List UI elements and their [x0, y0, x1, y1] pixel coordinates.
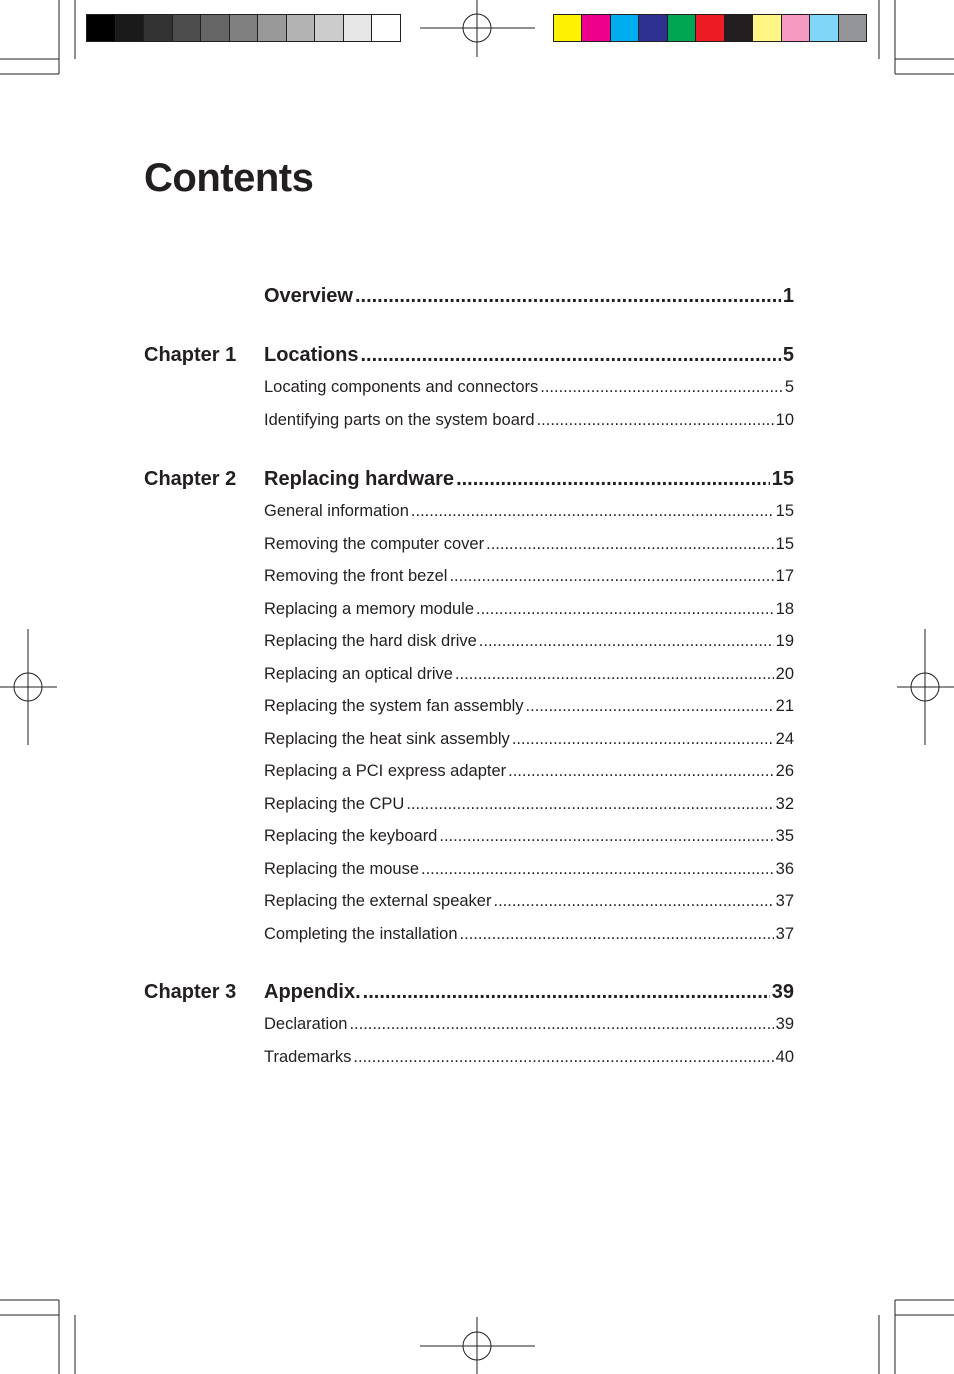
entry-title: Replacing the CPU	[264, 794, 405, 813]
entry-title: Replacing a PCI express adapter	[264, 762, 507, 780]
toc-entry-section[interactable]	[144, 730, 794, 749]
dot-leader	[526, 697, 774, 716]
color-swatch	[753, 15, 781, 41]
entry-title: Removing the computer cover	[264, 534, 485, 553]
dot-leader	[456, 468, 770, 491]
color-swatch	[725, 15, 753, 41]
page-number: 40	[775, 1047, 794, 1066]
color-swatch	[810, 15, 838, 41]
toc-entry-section[interactable]	[144, 502, 794, 521]
toc-entry-section[interactable]	[144, 378, 794, 397]
color-swatch	[372, 15, 400, 41]
page-number: 10	[775, 410, 794, 429]
process-color-bar	[553, 14, 867, 42]
entry-title: Trademarks	[264, 1047, 352, 1066]
dot-leader	[411, 502, 774, 521]
dot-leader	[355, 285, 781, 308]
page-number: 39	[775, 1015, 794, 1033]
page-number: 36	[775, 859, 794, 878]
dot-leader	[360, 344, 780, 367]
toc-entry-section[interactable]	[144, 795, 794, 814]
toc-entry-chapter[interactable]	[144, 344, 794, 367]
toc-entry-section[interactable]	[144, 665, 794, 684]
color-swatch	[582, 15, 610, 41]
page-number: 17	[775, 567, 794, 585]
entry-title: Locations	[264, 344, 359, 366]
color-swatch	[611, 15, 639, 41]
page-number: 37	[775, 892, 794, 910]
page-number: 35	[775, 827, 794, 845]
toc-entry-section[interactable]	[144, 860, 794, 879]
color-swatch	[258, 15, 287, 41]
entry-title: General information	[264, 502, 409, 520]
page-number: 15	[775, 534, 794, 553]
toc-entry-chapter[interactable]	[144, 468, 794, 491]
page-number: 21	[775, 697, 794, 715]
entry-title: Declaration	[264, 1015, 348, 1033]
color-swatch	[116, 15, 145, 41]
dot-leader	[540, 378, 783, 397]
dot-leader	[479, 632, 774, 651]
toc-entry-section[interactable]	[144, 535, 794, 554]
color-swatch	[668, 15, 696, 41]
page-number: 37	[775, 924, 794, 943]
grayscale-color-bar	[86, 14, 401, 42]
dot-leader	[363, 981, 770, 1004]
entry-title: Replacing a memory module	[264, 599, 475, 618]
color-swatch	[344, 15, 373, 41]
entry-title: Appendix.	[264, 981, 361, 1003]
color-swatch	[315, 15, 344, 41]
page-number: 39	[771, 981, 794, 1003]
page-number: 32	[775, 794, 794, 813]
registration-mark	[897, 629, 954, 745]
toc-entry-section[interactable]	[144, 600, 794, 619]
color-swatch	[173, 15, 202, 41]
toc-entry-section[interactable]	[144, 567, 794, 586]
toc-entry-overview[interactable]	[144, 285, 794, 308]
color-swatch	[782, 15, 810, 41]
dot-leader	[476, 600, 774, 619]
page-number: 5	[782, 344, 794, 366]
entry-title: Replacing the system fan assembly	[264, 697, 524, 715]
page-title: Contents	[144, 156, 314, 200]
entry-title: Replacing the mouse	[264, 859, 420, 878]
dot-leader	[353, 1048, 773, 1067]
page-number: 20	[775, 664, 794, 683]
registration-mark	[0, 629, 57, 745]
toc-entry-section[interactable]	[144, 697, 794, 716]
toc-entry-section[interactable]	[144, 925, 794, 944]
entry-title: Replacing hardware	[264, 468, 455, 490]
toc-entry-section[interactable]	[144, 632, 794, 651]
color-swatch	[201, 15, 230, 41]
color-swatch	[87, 15, 116, 41]
chapter-label: Chapter 2	[144, 468, 237, 490]
page-number: 19	[775, 632, 794, 650]
entry-title: Replacing the external speaker	[264, 892, 492, 910]
page-number: 26	[775, 762, 794, 780]
dot-leader	[460, 925, 774, 944]
color-swatch	[696, 15, 724, 41]
color-swatch	[839, 15, 866, 41]
color-swatch	[230, 15, 259, 41]
page-number: 5	[784, 378, 794, 396]
page-number: 24	[775, 729, 794, 748]
dot-leader	[493, 892, 773, 911]
dot-leader	[406, 795, 773, 814]
entry-title: Overview	[264, 285, 353, 307]
entry-title: Identifying parts on the system board	[264, 410, 535, 429]
entry-title: Replacing the hard disk drive	[264, 632, 477, 650]
dot-leader	[449, 567, 773, 586]
toc-entry-section[interactable]	[144, 1048, 794, 1067]
entry-title: Replacing the keyboard	[264, 827, 438, 845]
dot-leader	[537, 411, 774, 430]
color-swatch	[287, 15, 316, 41]
page-number: 15	[775, 502, 794, 520]
dot-leader	[421, 860, 774, 879]
entry-title: Replacing the heat sink assembly	[264, 729, 510, 748]
entry-title: Completing the installation	[264, 924, 458, 943]
dot-leader	[455, 665, 774, 684]
toc-entry-section[interactable]	[144, 762, 794, 781]
dot-leader	[508, 762, 774, 781]
dot-leader	[349, 1015, 773, 1034]
color-swatch	[144, 15, 173, 41]
color-swatch	[639, 15, 667, 41]
page-number: 18	[775, 599, 794, 618]
entry-title: Locating components and connectors	[264, 378, 539, 396]
chapter-label: Chapter 3	[144, 981, 237, 1003]
color-swatch	[554, 15, 582, 41]
page-number: 1	[782, 285, 794, 307]
dot-leader	[486, 535, 774, 554]
entry-title: Removing the front bezel	[264, 567, 448, 585]
dot-leader	[512, 730, 774, 749]
toc-entry-section[interactable]	[144, 411, 794, 430]
toc-entry-section[interactable]	[144, 827, 794, 846]
registration-mark	[420, 0, 535, 57]
chapter-label: Chapter 1	[144, 344, 237, 366]
dot-leader	[439, 827, 773, 846]
page-number: 15	[771, 468, 794, 490]
toc-entry-chapter[interactable]	[144, 981, 794, 1004]
registration-mark	[420, 1317, 535, 1374]
entry-title: Replacing an optical drive	[264, 664, 453, 683]
toc-entry-section[interactable]	[144, 1015, 794, 1034]
toc-entry-section[interactable]	[144, 892, 794, 911]
